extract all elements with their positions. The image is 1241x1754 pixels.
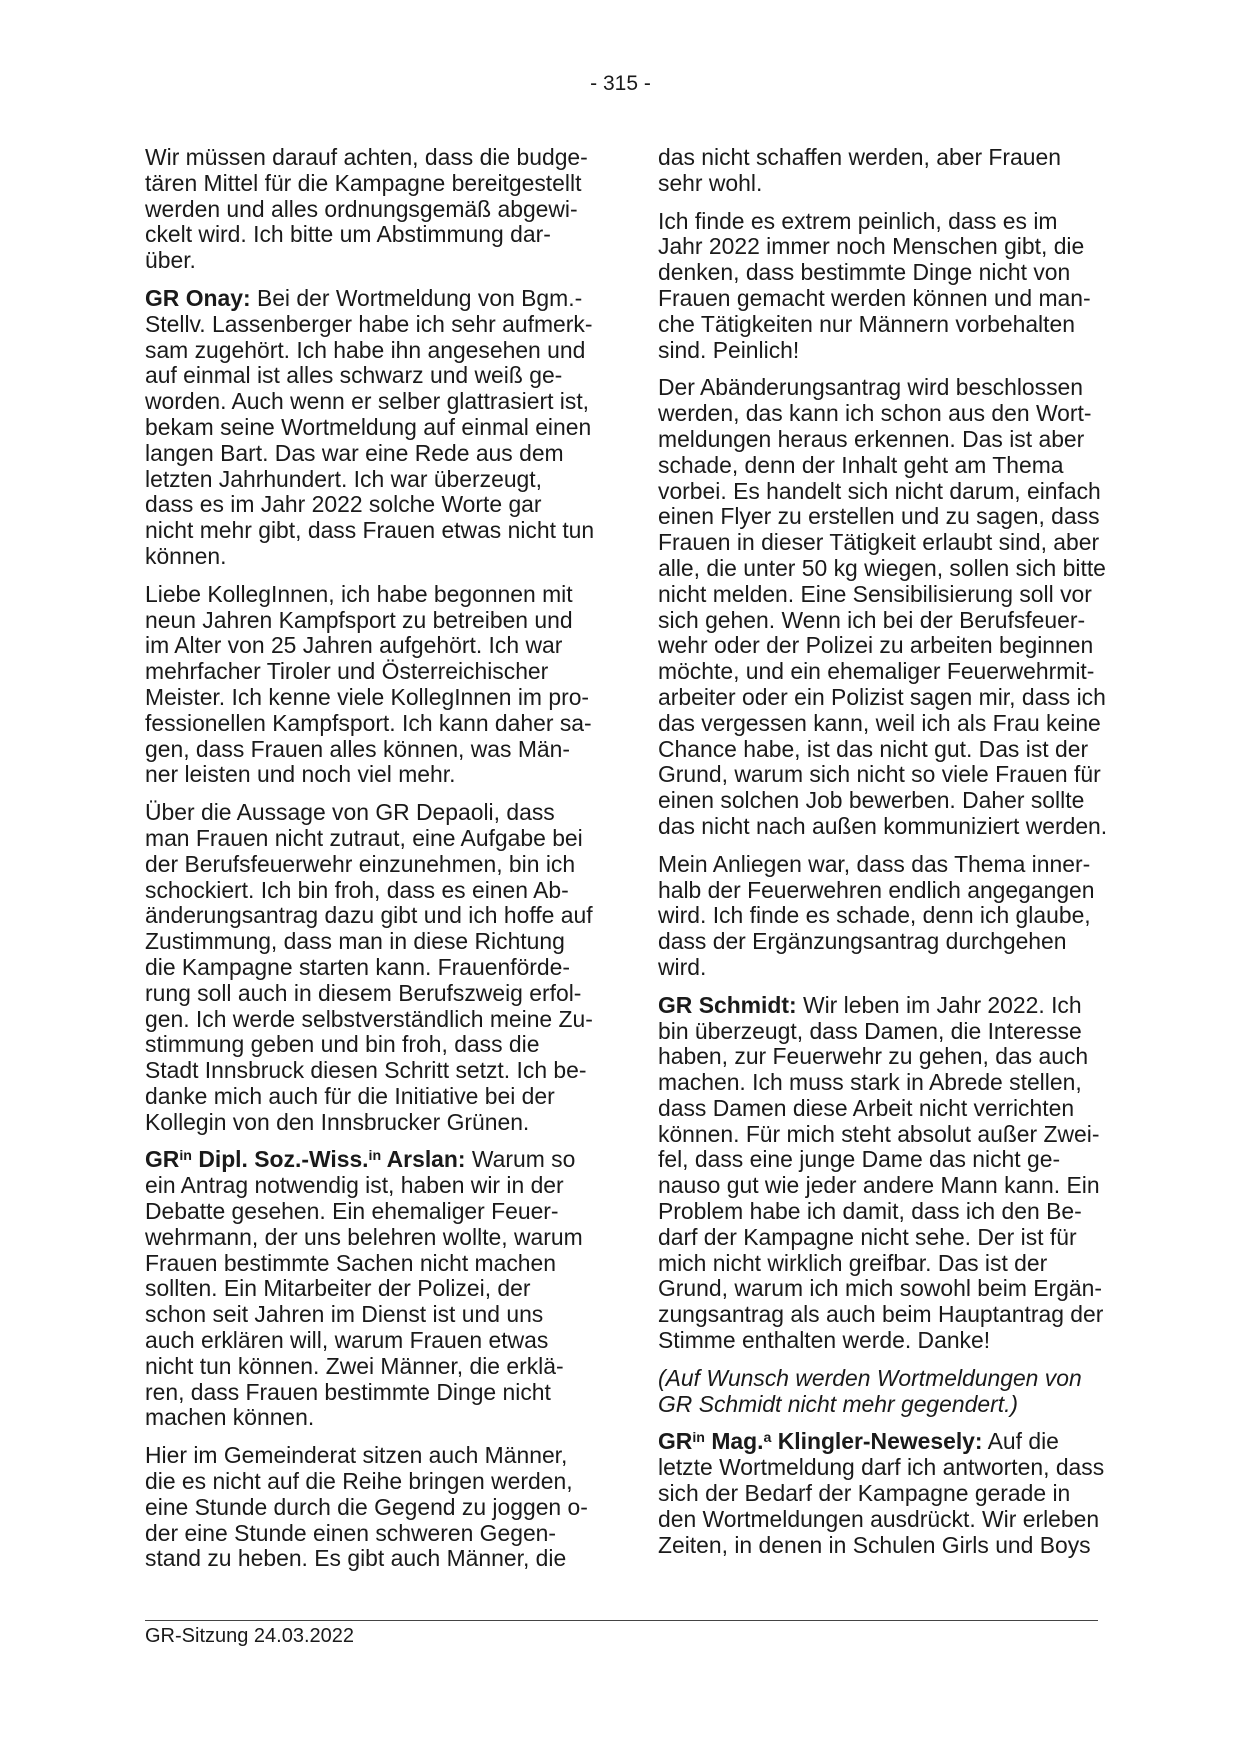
paragraph [145, 800, 597, 1135]
text-line: tären Mittel für die Kampagne bereitgestellt [145, 169, 582, 196]
text-line: man Frauen nicht zutraut, eine Aufgabe bei [145, 824, 583, 851]
speaker-name-part: GR Schmidt: [658, 991, 797, 1018]
text-line: die Kampagne starten kann. Frauenförde- [145, 953, 571, 980]
text-line: eine Stunde durch die Gegend zu joggen o- [145, 1493, 588, 1520]
text-line: schockiert. Ich bin froh, dass es einen Ab- [145, 876, 569, 903]
speaker-name-part: GR [658, 1428, 693, 1455]
text-line: gen. Ich werde selbstverständlich meine Zu- [145, 1005, 593, 1032]
text-line: können. [145, 542, 227, 569]
text-line: auch erklären will, warum Frauen etwas [145, 1327, 549, 1354]
text-line: zungsantrag als auch beim Hauptantrag der [658, 1301, 1104, 1328]
text-line: machen können. [145, 1404, 315, 1431]
text-line [658, 993, 1110, 1019]
text-line: einen solchen Job bewerben. Daher sollte [658, 787, 1085, 814]
text-line: möchte, und ein ehemaliger Feuerwehrmit- [658, 658, 1095, 685]
text-line: fessionellen Kampfsport. Ich kann daher sa- [145, 709, 592, 736]
text-run: Auf die [982, 1428, 1059, 1455]
superscript: in [368, 1148, 382, 1165]
text-line: arbeiter oder ein Polizist sagen mir, dass ich [658, 683, 1106, 710]
text-line: sollten. Ein Mitarbeiter der Polizei, der [145, 1275, 531, 1302]
text-line: das vergessen kann, weil ich als Frau keine [658, 709, 1101, 736]
text-line: Problem habe ich damit, dass ich den Be- [658, 1198, 1082, 1225]
text-line: neun Jahren Kampfsport zu betreiben und [145, 606, 573, 633]
paragraph [658, 852, 1110, 981]
text-line: auf einmal ist alles schwarz und weiß ge- [145, 362, 563, 389]
text-line: Frauen in dieser Tätigkeit erlaubt sind, aber [658, 529, 1100, 556]
speaker-name-part: Arslan: [381, 1146, 466, 1173]
text-line: wehrmann, der uns belehren wollte, warum [145, 1223, 583, 1250]
text-line: mehrfacher Tiroler und Österreichischer [145, 658, 549, 685]
text-line: bekam seine Wortmeldung auf einmal einen [145, 413, 592, 440]
speaker-name-part: Dipl. Soz.-Wiss. [191, 1146, 369, 1173]
speaker-name [145, 285, 251, 311]
text-line [145, 1147, 597, 1173]
paragraph [145, 582, 597, 788]
paragraph [658, 375, 1110, 839]
text-line: Zustimmung, dass man in diese Richtung [145, 928, 565, 955]
text-line: den Wortmeldungen ausdrückt. Wir erleben [658, 1505, 1100, 1532]
speaker-name [658, 1428, 983, 1454]
text-line: Wir müssen darauf achten, dass die budge- [145, 144, 588, 170]
text-line: meldungen heraus erkennen. Das ist aber [658, 425, 1085, 452]
footer-divider [145, 1620, 1098, 1621]
text-line: GR Schmidt nicht mehr gegendert.) [658, 1390, 1019, 1417]
speaker-name-part: GR [145, 1146, 180, 1173]
text-line: Der Abänderungsantrag wird beschlossen [658, 374, 1084, 401]
speaker-name-part: GR Onay: [145, 284, 251, 311]
text-line: mich nicht wirklich greifbar. Das ist der [658, 1249, 1048, 1276]
speaker-name-part: Mag. [704, 1428, 764, 1455]
text-line: stand zu heben. Es gibt auch Männer, die [145, 1545, 567, 1572]
text-line: haben, zur Feuerwehr zu gehen, das auch [658, 1043, 1089, 1070]
text-line: sich gehen. Wenn ich bei der Berufsfeuer- [658, 606, 1086, 633]
speaker-name [145, 1146, 466, 1172]
text-line: gen, dass Frauen alles können, was Män- [145, 735, 570, 762]
text-line: wehr oder der Polizei zu arbeiten beginnen [658, 632, 1094, 659]
text-run: Warum so [465, 1146, 576, 1173]
text-line: Grund, warum sich nicht so viele Frauen für [658, 761, 1101, 788]
text-line: sam zugehört. Ich habe ihn angesehen und [145, 336, 586, 363]
left-column [145, 145, 597, 1584]
text-line: letzte Wortmeldung darf ich antworten, dass [658, 1454, 1105, 1481]
text-line: danke mich auch für die Initiative bei der [145, 1082, 555, 1109]
text-line: der Berufsfeuerwehr einzunehmen, bin ich [145, 850, 576, 877]
italic-note [658, 1366, 1110, 1418]
text-line: ckelt wird. Ich bitte um Abstimmung dar- [145, 221, 551, 248]
text-line: das nicht schaffen werden, aber Frauen [658, 144, 1061, 170]
text-line: Kollegin von den Innsbrucker Grünen. [145, 1108, 530, 1135]
paragraph [145, 145, 597, 274]
right-column [658, 145, 1110, 1570]
text-line: che Tätigkeiten nur Männern vorbehalten [658, 310, 1075, 337]
text-line: nicht tun können. Zwei Männer, die erklä- [145, 1352, 564, 1379]
text-line: im Alter von 25 Jahren aufgehört. Ich war [145, 632, 563, 659]
superscript: a [763, 1430, 772, 1447]
text-line: langen Bart. Das war eine Rede aus dem [145, 439, 564, 466]
text-line: dass es im Jahr 2022 solche Worte gar [145, 491, 542, 518]
text-line: bin überzeugt, dass Damen, die Interesse [658, 1017, 1082, 1044]
text-line: Jahr 2022 immer noch Menschen gibt, die [658, 233, 1085, 260]
text-line: Grund, warum ich mich sowohl beim Ergän- [658, 1275, 1102, 1302]
text-line: letzten Jahrhundert. Ich war überzeugt, [145, 465, 542, 492]
text-line: einen Flyer zu erstellen und zu sagen, dass [658, 503, 1100, 530]
text-line: schade, denn der Inhalt geht am Thema [658, 451, 1064, 478]
text-line: Mein Anliegen war, dass das Thema inner- [658, 850, 1091, 877]
text-line: Stellv. Lassenberger habe ich sehr aufmerk- [145, 310, 593, 337]
text-line: Frauen bestimmte Sachen nicht machen [145, 1249, 556, 1276]
text-line: stimmung geben und bin froh, dass die [145, 1031, 540, 1058]
speaker-name-part: Klingler-Newesely: [771, 1428, 983, 1455]
text-line: schon seit Jahren im Dienst ist und uns [145, 1301, 544, 1328]
text-line: sich der Bedarf der Kampagne gerade in [658, 1480, 1071, 1507]
text-line: ren, dass Frauen bestimmte Dinge nicht [145, 1378, 551, 1405]
text-line: machen. Ich muss stark in Abrede stellen, [658, 1069, 1082, 1096]
text-run: Bei der Wortmeldung von Bgm.- [250, 284, 583, 311]
speaker-name [658, 992, 797, 1018]
superscript: in [692, 1430, 705, 1447]
text-line: Stimme enthalten werde. Danke! [658, 1327, 991, 1354]
text-line: das nicht nach außen kommuniziert werden. [658, 812, 1108, 839]
text-line: nicht melden. Eine Sensibilisierung soll vor [658, 580, 1092, 607]
footer-text: GR-Sitzung 24.03.2022 [145, 1625, 355, 1647]
text-line: wird. [658, 953, 707, 980]
paragraph [658, 993, 1110, 1354]
text-line: darf der Kampagne nicht sehe. Der ist für [658, 1223, 1077, 1250]
text-line: Stadt Innsbruck diesen Schritt setzt. Ich be- [145, 1057, 587, 1084]
paragraph [658, 1429, 1110, 1558]
text-line [145, 286, 597, 312]
text-line: Chance habe, ist das nicht gut. Das ist der [658, 735, 1089, 762]
paragraph [145, 1147, 597, 1431]
text-line: ner leisten und noch viel mehr. [145, 761, 456, 788]
paragraph [145, 1443, 597, 1572]
text-line: die es nicht auf die Reihe bringen werden, [145, 1468, 573, 1495]
text-line: fel, dass eine junge Dame das nicht ge- [658, 1146, 1061, 1173]
text-line: vorbei. Es handelt sich nicht darum, einfach [658, 477, 1101, 504]
text-line: (Auf Wunsch werden Wortmeldungen von [658, 1364, 1082, 1391]
superscript: in [179, 1148, 192, 1165]
text-line: denken, dass bestimmte Dinge nicht von [658, 259, 1071, 286]
paragraph [145, 286, 597, 570]
text-line: Zeiten, in denen in Schulen Girls und Boys [658, 1531, 1091, 1558]
text-line: ein Antrag notwendig ist, haben wir in der [145, 1172, 564, 1199]
text-line: können. Für mich steht absolut außer Zwei- [658, 1120, 1100, 1147]
text-line: Meister. Ich kenne viele KollegInnen im pro- [145, 683, 590, 710]
text-line: werden, das kann ich schon aus den Wort- [658, 400, 1092, 427]
text-line: Über die Aussage von GR Depaoli, dass [145, 799, 555, 826]
text-line: nicht mehr gibt, dass Frauen etwas nicht tun [145, 517, 595, 544]
text-line: alle, die unter 50 kg wiegen, sollen sich bitte [658, 554, 1106, 581]
text-line [658, 1429, 1110, 1455]
text-line: Ich finde es extrem peinlich, dass es im [658, 207, 1058, 234]
text-line: halb der Feuerwehren endlich angegangen [658, 876, 1095, 903]
text-line: werden und alles ordnungsgemäß abgewi- [145, 195, 578, 222]
text-line: der eine Stunde einen schweren Gegen- [145, 1519, 557, 1546]
text-line: sehr wohl. [658, 169, 763, 196]
text-line: wird. Ich finde es schade, denn ich glaube, [658, 902, 1091, 929]
text-line: sind. Peinlich! [658, 336, 800, 363]
page-number: - 315 - [590, 72, 651, 95]
text-line: Frauen gemacht werden können und man- [658, 284, 1091, 311]
text-line: dass Damen diese Arbeit nicht verrichten [658, 1094, 1075, 1121]
text-line: nauso gut wie jeder andere Mann kann. Ein [658, 1172, 1100, 1199]
text-line: über. [145, 247, 196, 274]
text-line: dass der Ergänzungsantrag durchgehen [658, 928, 1067, 955]
paragraph [658, 209, 1110, 364]
paragraph [658, 145, 1110, 197]
text-line: änderungsantrag dazu gibt und ich hoffe auf [145, 902, 593, 929]
text-line: rung soll auch in diesem Berufszweig erfol- [145, 979, 582, 1006]
text-line: Hier im Gemeinderat sitzen auch Männer, [145, 1442, 568, 1469]
text-line: Liebe KollegInnen, ich habe begonnen mit [145, 580, 573, 607]
text-line: Debatte gesehen. Ein ehemaliger Feuer- [145, 1198, 559, 1225]
text-run: Wir leben im Jahr 2022. Ich [796, 991, 1082, 1018]
text-line: worden. Auch wenn er selber glattrasiert ist, [145, 388, 590, 415]
